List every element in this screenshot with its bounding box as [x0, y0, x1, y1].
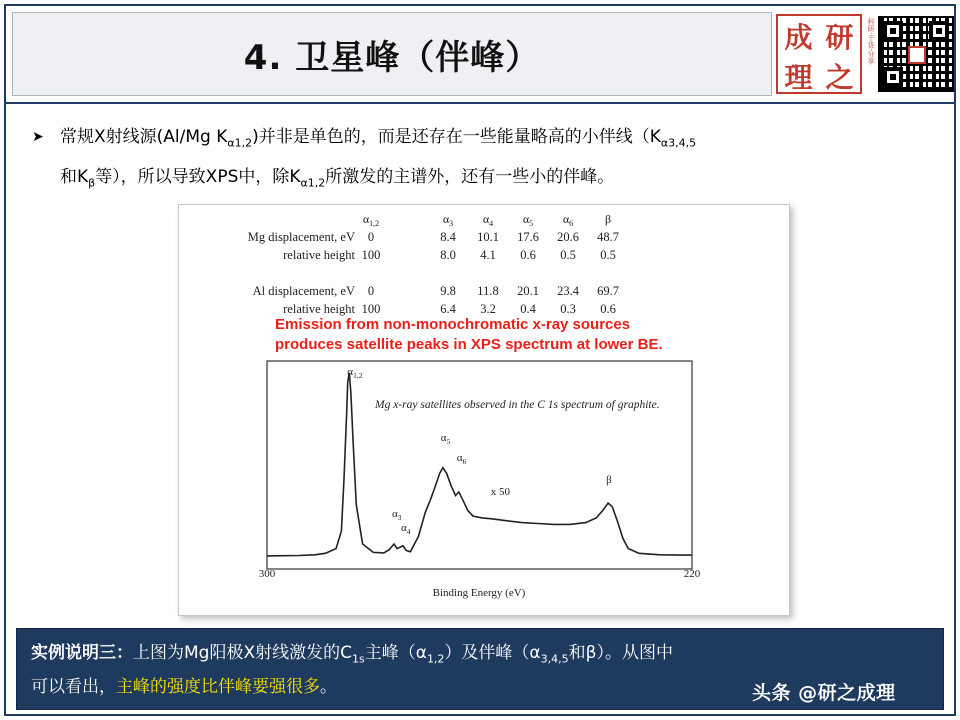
table-cell: 0.6	[600, 302, 616, 316]
table-cell: 17.6	[517, 230, 539, 244]
emission-line-1: Emission from non-monochromatic x-ray sources	[275, 316, 631, 333]
x-tick-label: 220	[683, 568, 701, 580]
table-cell: 0	[367, 230, 375, 244]
logo-char: 成	[784, 21, 813, 54]
table-header: $\alpha_4$	[482, 212, 494, 228]
bullet-arrow-icon: ➤	[32, 129, 44, 145]
x-tick-label: 300	[258, 568, 276, 580]
table-cell: 23.4	[557, 284, 579, 298]
peak-label: x 50	[490, 486, 511, 498]
peak-label: $\alpha_5$	[440, 432, 451, 446]
bullet-paragraph	[32, 120, 942, 201]
logo-char: 理	[784, 61, 813, 94]
table-cell: 10.1	[477, 230, 499, 244]
table-header: $\alpha_5$	[522, 212, 534, 228]
header-divider	[6, 102, 954, 104]
table-cell: 0.3	[560, 302, 576, 316]
table-cell: 8.4	[440, 230, 456, 244]
table-row-label: Mg displacement, eV	[247, 230, 355, 244]
table-cell: 9.8	[440, 284, 456, 298]
slide	[4, 4, 956, 716]
figure-svg	[179, 205, 791, 617]
table-cell: 11.8	[477, 284, 499, 298]
logo	[776, 14, 862, 94]
note-line-2: 可以看出，主峰的强度比伴峰要强很多。	[31, 677, 337, 697]
peak-label: β	[606, 474, 612, 486]
table-cell: 69.7	[597, 284, 619, 298]
table-cell: 20.6	[557, 230, 579, 244]
logo-motto: 科研·干货·分享	[867, 18, 875, 65]
table-header: $\alpha_{1,2}$	[362, 212, 380, 228]
figure	[178, 204, 790, 616]
bullet-text: 常规X射线源(Al/Mg $K_{\alpha 1,2}$)并非是单色的，而是还存在一些能量略高的小伴线（$K_{\alpha 3,4,5}$ 和$K_\beta$等），所以导致XPS中，除$K_{\alpha 1,2}$所激发的主谱外，还有一些小的伴峰。	[60, 127, 697, 190]
plot-frame	[267, 361, 692, 569]
table-row-label: Al displacement, eV	[252, 284, 355, 298]
table-cell: 0.5	[560, 248, 576, 262]
peak-labels	[347, 366, 612, 536]
highlight-text: 主峰的强度比伴峰要强很多	[116, 677, 320, 697]
table-header: β	[604, 212, 612, 226]
qr-code-icon	[878, 16, 954, 92]
table-cell: 48.7	[597, 230, 619, 244]
table-cell: 0.4	[520, 302, 536, 316]
table-row-label: relative height	[283, 302, 355, 316]
chart-title: Mg x-ray satellites observed in the C 1s spectrum of graphite.	[375, 399, 660, 411]
table-cell: 0.6	[520, 248, 536, 262]
table-cell: 0.5	[600, 248, 616, 262]
table-cell: 100	[361, 302, 381, 316]
logo-char: 研	[825, 21, 854, 54]
page-title: 4. 卫星峰（伴峰）	[243, 37, 541, 78]
x-axis-label: Binding Energy (eV)	[432, 587, 526, 599]
table-cell: 8.0	[440, 248, 456, 262]
logo-char: 之	[825, 61, 854, 94]
table-cell: 3.2	[480, 302, 496, 316]
table-cell: 6.4	[440, 302, 456, 316]
table-cell: 4.1	[480, 248, 496, 262]
table-header: $\alpha_6$	[562, 212, 574, 228]
title-bar	[12, 12, 772, 96]
emission-line-2: produces satellite peaks in XPS spectrum at lower BE.	[275, 336, 663, 353]
table-cell: 100	[361, 248, 381, 262]
peak-label: $\alpha_6$	[456, 452, 467, 466]
table-cell: 0	[367, 284, 375, 298]
peak-label: $\alpha_3$	[392, 508, 402, 522]
table-row-label: relative height	[283, 248, 355, 262]
peak-label: $\alpha_{1,2}$	[347, 366, 363, 380]
table-cell: 20.1	[517, 284, 539, 298]
note-line-1: 实例说明三：上图为Mg阳极X射线激发的$C_{1s}$主峰$(\alpha_{1,2})$及伴峰（$\alpha_{3,4,5}$和β）。从图中	[31, 643, 674, 666]
table-header: $\alpha_3$	[442, 212, 454, 228]
peak-label: $\alpha_4$	[401, 522, 411, 536]
watermark: 头条 @研之成理	[752, 682, 896, 704]
satellite-table	[248, 212, 619, 316]
